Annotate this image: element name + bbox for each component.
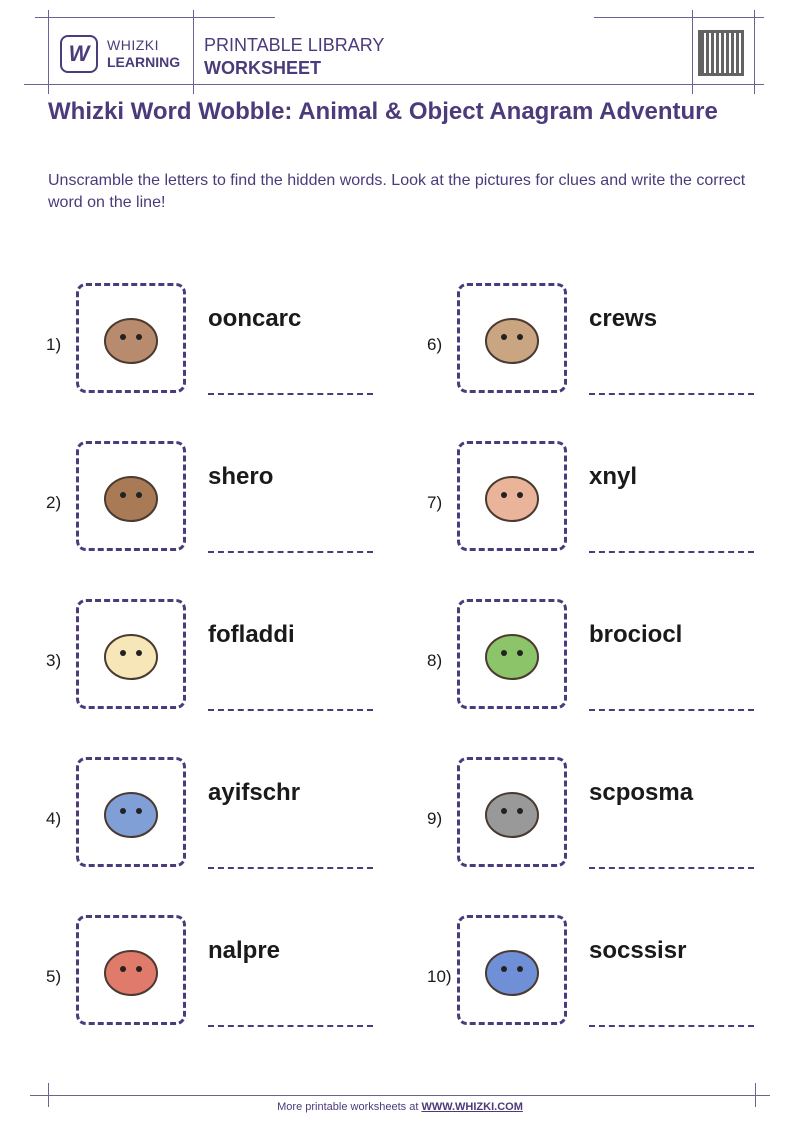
anagram-item xyxy=(46,915,386,1035)
answer-line[interactable] xyxy=(589,867,754,869)
planer-icon xyxy=(96,935,166,1005)
lynx-icon xyxy=(477,461,547,531)
divider xyxy=(594,17,764,18)
anagram-item xyxy=(427,915,767,1035)
whizki-logo: W xyxy=(60,35,98,73)
anagram-item xyxy=(46,283,386,403)
divider xyxy=(754,10,755,94)
divider xyxy=(30,1095,770,1096)
compass-icon xyxy=(477,777,547,847)
scrambled-word: xnyl xyxy=(589,463,638,490)
qr-code-icon xyxy=(698,30,744,76)
picture-frame xyxy=(76,283,186,393)
item-number: 10) xyxy=(427,967,452,986)
picture-frame xyxy=(76,915,186,1025)
item-number: 8) xyxy=(427,651,443,670)
picture-frame xyxy=(457,441,567,551)
divider xyxy=(193,10,194,94)
picture-frame xyxy=(457,915,567,1025)
picture-frame xyxy=(76,599,186,709)
scrambled-word: fofladdi xyxy=(208,621,295,648)
item-number: 9) xyxy=(427,809,443,828)
picture-frame xyxy=(76,441,186,551)
scrambled-word: ayifschr xyxy=(208,779,301,806)
item-number: 5) xyxy=(46,967,62,986)
horse-icon xyxy=(96,461,166,531)
item-number: 1) xyxy=(46,335,62,354)
divider xyxy=(35,17,275,18)
item-number: 7) xyxy=(427,493,443,512)
screw-icon xyxy=(477,303,547,373)
scrambled-word: shero xyxy=(208,463,274,490)
answer-line[interactable] xyxy=(208,1025,373,1027)
footer-text: More printable worksheets at xyxy=(277,1101,422,1113)
instructions: Unscramble the letters to find the hidden words. Look at the pictures for clues and write the correct word on the line! xyxy=(48,172,746,211)
scrambled-word: ooncarc xyxy=(208,305,302,332)
broccoli-icon xyxy=(477,619,547,689)
page-title: Whizki Word Wobble: Animal & Object Anagram Adventure xyxy=(48,98,718,125)
answer-line[interactable] xyxy=(208,709,373,711)
answer-line[interactable] xyxy=(208,867,373,869)
footer xyxy=(0,1101,800,1113)
anagram-item xyxy=(46,599,386,719)
brand-top: WHIZKI xyxy=(107,37,159,53)
scrambled-word: nalpre xyxy=(208,937,281,964)
picture-frame xyxy=(76,757,186,867)
answer-line[interactable] xyxy=(589,709,754,711)
answer-line[interactable] xyxy=(589,551,754,553)
anagram-item xyxy=(46,757,386,877)
library-label: PRINTABLE LIBRARY xyxy=(204,35,385,55)
worksheet-label: WORKSHEET xyxy=(204,58,321,78)
item-number: 3) xyxy=(46,651,62,670)
divider xyxy=(48,10,49,94)
picture-frame xyxy=(457,283,567,393)
raccoon-icon xyxy=(96,303,166,373)
divider xyxy=(24,84,764,85)
anagram-item xyxy=(427,441,767,561)
anagram-item xyxy=(46,441,386,561)
brand-bottom: LEARNING xyxy=(107,54,181,70)
picture-frame xyxy=(457,599,567,709)
scissors-icon xyxy=(477,935,547,1005)
answer-line[interactable] xyxy=(589,1025,754,1027)
website-link[interactable]: WWW.WHIZKI.COM xyxy=(421,1101,523,1113)
item-number: 4) xyxy=(46,809,62,828)
daffodil-icon xyxy=(96,619,166,689)
divider xyxy=(692,10,693,94)
crayfish-icon xyxy=(96,777,166,847)
anagram-item xyxy=(427,757,767,877)
anagram-item xyxy=(427,283,767,403)
answer-line[interactable] xyxy=(589,393,754,395)
anagram-item xyxy=(427,599,767,719)
scrambled-word: scposma xyxy=(589,779,694,806)
scrambled-word: socssisr xyxy=(589,937,687,964)
item-number: 2) xyxy=(46,493,62,512)
scrambled-word: brociocl xyxy=(589,621,683,648)
answer-line[interactable] xyxy=(208,551,373,553)
scrambled-word: crews xyxy=(589,305,658,332)
picture-frame xyxy=(457,757,567,867)
answer-line[interactable] xyxy=(208,393,373,395)
item-number: 6) xyxy=(427,335,443,354)
